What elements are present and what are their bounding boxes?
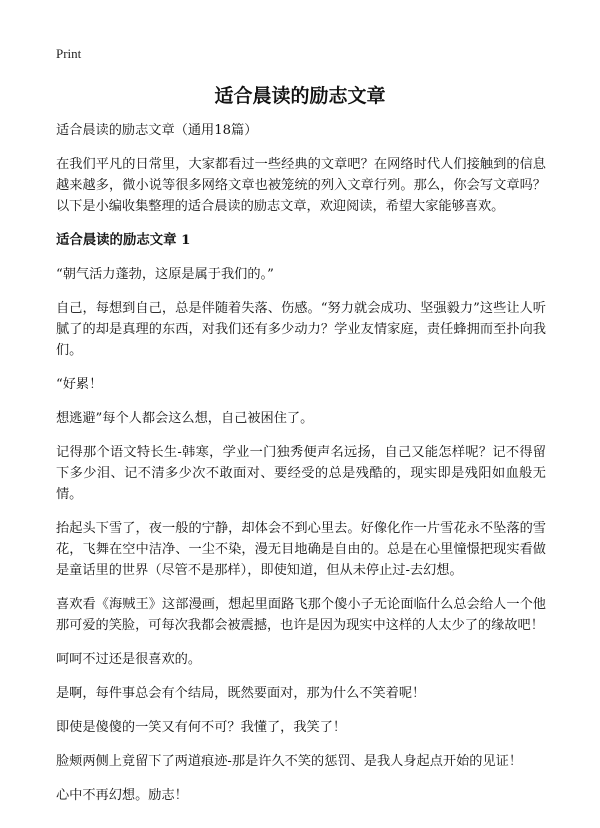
section-heading: 适合晨读的励志文章 1: [56, 232, 191, 248]
paragraph: 呵呵不过还是很喜欢的。: [56, 652, 202, 667]
paragraph: 记得那个语文特长生-韩寒，学业一门独秀便声名远扬，自己又能怎样呢？记不得留下多少泪、记不清多少次不敢面对、要经受的总是残酷的，现实即是残阳如血般无情。: [56, 445, 546, 502]
paragraph: “朝气活力蓬勃，这原是属于我们的。”: [56, 267, 274, 282]
paragraph: 想逃避”每个人都会这么想，自己被困住了。: [56, 411, 314, 426]
paragraph: “好累！: [56, 377, 103, 392]
paragraph: 喜欢看《海贼王》这部漫画，想起里面路飞那个傻小子无论面临什么总会给人一个他那可爱的笑脸，可每次我都会被震撼，也许是因为现实中这样的人太少了的缘故吧！: [56, 597, 546, 633]
page-title: 适合晨读的励志文章: [214, 85, 386, 107]
paragraph: 即使是傻傻的一笑又有何不可？我懂了，我笑了！: [56, 720, 347, 735]
paragraph: 是啊，每件事总会有个结局，既然要面对，那为什么不笑着呢！: [56, 686, 426, 701]
article-subtitle: 适合晨读的励志文章（通用18篇）: [56, 123, 258, 138]
paragraph: 自己，每想到自己，总是伴随着失落、伤感。“努力就会成功、坚强毅力”这些让人听腻了的却是真理的东西，对我们还有多少动力？学业友情家庭，责任蜂拥而至扑向我们。: [56, 301, 546, 358]
print-link[interactable]: Print: [56, 46, 82, 61]
paragraph: 脸颊两侧上竟留下了两道痕迹-那是许久不笑的惩罚、是我人身起点开始的见证！: [56, 754, 523, 769]
intro-paragraph: 在我们平凡的日常里，大家都看过一些经典的文章吧？在网络时代人们接触到的信息越来越多，微小说等很多网络文章也被笼统的列入文章行列。那么，你会写文章吗？以下是小编收集整理的适合晨读的励志文章，欢迎阅读，希望大家能够喜欢。: [56, 157, 546, 214]
paragraph: 心中不再幻想。励志！: [56, 788, 188, 803]
paragraph: 抬起头下雪了，夜一般的宁静，却体会不到心里去。好像化作一片雪花永不坠落的雪花，飞舞在空中洁净、一尘不染，漫无目地确是自由的。总是在心里憧憬把现实看做是童话里的世界（尽管不是那样），即使知道，但从未停止过-去幻想。: [56, 521, 546, 578]
article-body: [56, 120, 546, 806]
